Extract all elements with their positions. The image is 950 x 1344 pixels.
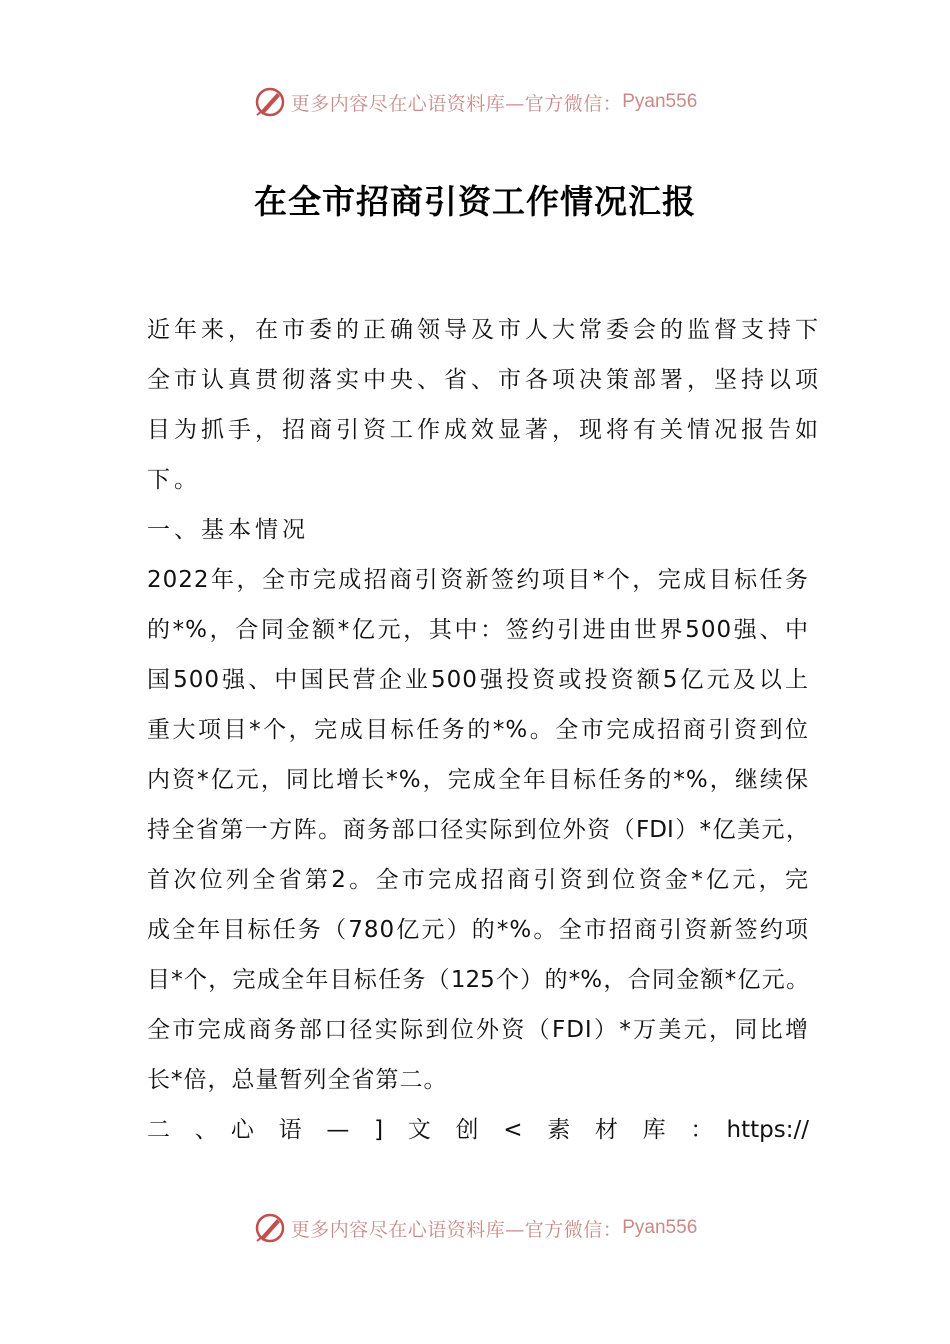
- watermark-banner-top: [0, 82, 950, 122]
- banner-text: 更多内容尽在心语资料库—官方微信：: [290, 92, 623, 115]
- banner-text: 更多内容尽在心语资料库—官方微信：: [290, 1218, 623, 1241]
- paragraph-line: 近年来，在市委的正确领导及市人大常委会的监督支持下: [147, 317, 822, 343]
- pen-logo-icon: [253, 1211, 287, 1245]
- paragraph-line: 全市认真贯彻落实中央、省、市各项决策部署，坚持以项: [147, 367, 822, 393]
- paragraph-line: 重大项目*个，完成目标任务的*%。全市完成招商引资到位: [147, 717, 809, 743]
- paragraph-line: 成全年目标任务（780亿元）的*%。全市招商引资新签约项: [147, 917, 809, 943]
- paragraph-line: 2022年，全市完成招商引资新签约项目*个，完成目标任务: [147, 567, 809, 593]
- paragraph-line: 长*倍，总量暂列全省第二。: [147, 1067, 448, 1093]
- paragraph-line: 持全省第一方阵。商务部口径实际到位外资（FDI）*亿美元，: [147, 817, 809, 843]
- paragraph-line: 目为抓手，招商引资工作成效显著，现将有关情况报告如: [147, 417, 822, 443]
- pen-logo-icon: [253, 85, 287, 119]
- document-body: [147, 305, 822, 1155]
- paragraph-line: 下。: [147, 467, 201, 493]
- paragraph-line: 首次位列全省第2。全市完成招商引资到位资金*亿元，完: [147, 867, 809, 893]
- paragraph-line: 的*%，合同金额*亿元，其中：签约引进由世界500强、中: [147, 617, 809, 643]
- document-title: 在全市招商引资工作情况汇报: [254, 182, 696, 221]
- banner-wechat-id: Pyan556: [622, 91, 698, 112]
- paragraph-line: 目*个，完成全年目标任务（125个）的*%，合同金额*亿元。: [147, 967, 809, 993]
- paragraph-line: 国500强、中国民营企业500强投资或投资额5亿元及以上: [147, 667, 809, 693]
- watermark-banner-bottom: [0, 1208, 950, 1248]
- section-heading: 一、基本情况: [147, 517, 309, 543]
- paragraph-line: 全市完成商务部口径实际到位外资（FDI）*万美元，同比增: [147, 1017, 809, 1043]
- section-heading-link: 二 、 心 语 — ] 文 创 < 素 材 库 ： https://: [147, 1117, 809, 1143]
- banner-wechat-id: Pyan556: [622, 1217, 698, 1238]
- paragraph-line: 内资*亿元，同比增长*%，完成全年目标任务的*%，继续保: [147, 767, 809, 793]
